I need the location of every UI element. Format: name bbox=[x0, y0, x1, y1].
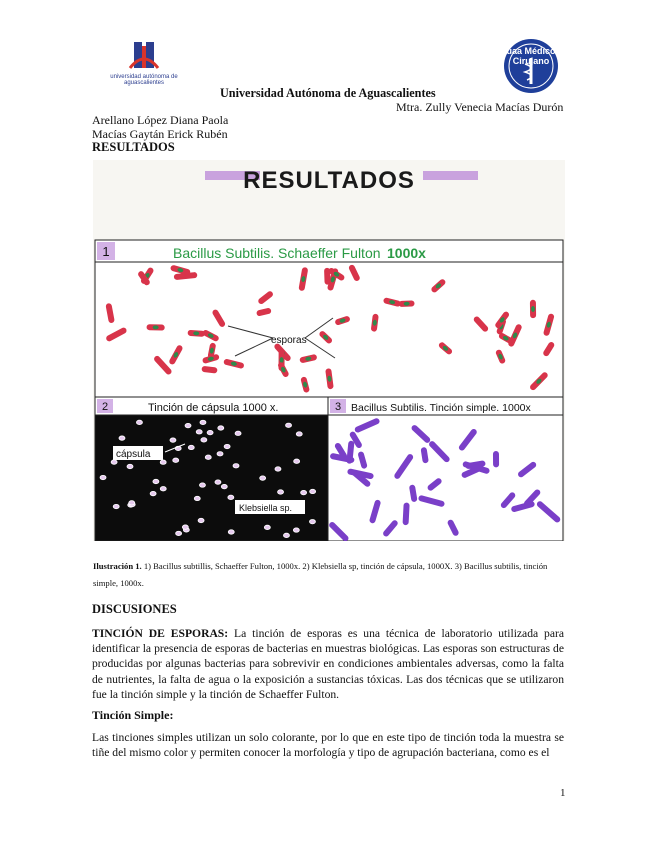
teacher-name: Mtra. Zully Venecia Macías Durón bbox=[396, 100, 564, 114]
author-2: Macías Gaytán Erick Rubén bbox=[92, 127, 228, 141]
capsule-cell bbox=[136, 420, 142, 424]
simple-stain-heading: Tinción Simple: bbox=[92, 708, 174, 722]
capsule-cell bbox=[176, 531, 182, 535]
capsule-cell bbox=[160, 460, 166, 464]
capsule-cell bbox=[188, 445, 194, 449]
panel3-number: 3 bbox=[334, 401, 342, 413]
figure-caption bbox=[93, 558, 565, 592]
panel3-title: Bacillus Subtilis. Tinción simple. 1000x bbox=[351, 402, 531, 414]
author-1: Arellano López Diana Paola bbox=[92, 113, 229, 127]
capsule-cell bbox=[296, 432, 302, 436]
capsule-cell bbox=[205, 455, 211, 459]
capsule-cell bbox=[309, 519, 315, 523]
caption-text: 1) Bacillus subtillis, Schaeffer Fulton, 1000x. 2) Klebsiella sp, tinción de cápsula, 1000X. 3) Bacillus subtilis, tinción simple, 1000x. bbox=[93, 561, 548, 588]
spore-paragraph bbox=[92, 626, 564, 702]
capsule-cell bbox=[201, 438, 207, 442]
capsule-cell bbox=[233, 464, 239, 468]
results-heading: RESULTADOS bbox=[92, 140, 175, 154]
simple-stain-rod bbox=[403, 503, 410, 526]
capsule-cell bbox=[129, 501, 135, 505]
capsule-cell bbox=[182, 525, 188, 529]
figure-banner: RESULTADOS bbox=[243, 167, 415, 194]
capsule-cell bbox=[228, 530, 234, 534]
logo-text: universidad autónoma de aguascalientes bbox=[110, 74, 178, 86]
capsule-cell bbox=[194, 496, 200, 500]
panel2-capsule-label: cápsula bbox=[116, 449, 151, 460]
results-figure bbox=[93, 160, 565, 541]
capsule-cell bbox=[293, 528, 299, 532]
capsule-cell bbox=[260, 476, 266, 480]
capsule-cell bbox=[196, 430, 202, 434]
capsule-cell bbox=[275, 467, 281, 471]
capsule-cell bbox=[235, 431, 241, 435]
capsule-cell bbox=[224, 444, 230, 448]
capsule-cell bbox=[185, 423, 191, 427]
capsule-cell bbox=[100, 475, 106, 479]
capsule-cell bbox=[199, 483, 205, 487]
capsule-cell bbox=[264, 525, 270, 529]
faculty-logo bbox=[503, 38, 559, 94]
panel1-number: 1 bbox=[102, 244, 110, 259]
capsule-cell bbox=[283, 533, 289, 537]
university-title: Universidad Autónoma de Aguascalientes bbox=[220, 86, 436, 100]
capsule-cell bbox=[278, 490, 284, 494]
capsule-cell bbox=[170, 438, 176, 442]
panel1-magnification: 1000x bbox=[387, 245, 426, 261]
page-number: 1 bbox=[560, 787, 566, 799]
capsule-cell bbox=[173, 458, 179, 462]
capsule-cell bbox=[150, 491, 156, 495]
capsule-cell bbox=[127, 464, 133, 468]
caption-label: Ilustración 1. bbox=[93, 561, 142, 571]
discussion-heading: DISCUSIONES bbox=[92, 602, 177, 616]
university-logo bbox=[104, 40, 184, 92]
capsule-cell bbox=[301, 490, 307, 494]
capsule-cell bbox=[228, 495, 234, 499]
panel2-number: 2 bbox=[101, 401, 109, 413]
capsule-cell bbox=[198, 518, 204, 522]
capsule-cell bbox=[310, 489, 316, 493]
capsule-cell bbox=[218, 426, 224, 430]
capsule-cell bbox=[113, 504, 119, 508]
capsule-cell bbox=[221, 484, 227, 488]
panel1-spore-label: esporas bbox=[271, 335, 307, 346]
spore-title: TINCIÓN DE ESPORAS: bbox=[92, 627, 229, 640]
panel2-klebsiella-label: Klebsiella sp. bbox=[239, 503, 293, 513]
capsule-cell bbox=[207, 430, 213, 434]
capsule-cell bbox=[119, 436, 125, 440]
spore-text: La tinción de esporas es una técnica de laboratorio utilizada para identificar la presencia de esporas de bacterias en muestras biológicas. Las esporas son estructuras de producidas por algunas bacterias para sobrevivir en condiciones ambientales adversas, como la falta de nutrientes, la falta de agua o la exposición a sustancias tóxicas. Las dos técnicas que se utilizaron fue la tinción simple y la tinción de Schaeffer Fulton. bbox=[92, 627, 564, 701]
capsule-cell bbox=[215, 480, 221, 484]
capsule-cell bbox=[294, 459, 300, 463]
capsule-cell bbox=[153, 479, 159, 483]
capsule-cell bbox=[217, 452, 223, 456]
panel1-title: Bacillus Subtilis. Schaeffer Fulton bbox=[173, 245, 381, 261]
capsule-cell bbox=[160, 487, 166, 491]
panel2-title: Tinción de cápsula 1000 x. bbox=[148, 402, 279, 414]
logo-right-text: uaa Médico Cirujano bbox=[506, 46, 556, 66]
simple-stain-rod bbox=[493, 451, 499, 467]
capsule-cell bbox=[286, 423, 292, 427]
capsule-cell bbox=[200, 420, 206, 424]
capsule-cell bbox=[111, 460, 117, 464]
simple-paragraph: Las tinciones simples utilizan un solo colorante, por lo que en este tipo de tinción toda la muestra se tiñe del mismo color y permiten conocer la morfología y tipo de agrupación bacteriana, como es el bbox=[92, 731, 564, 760]
